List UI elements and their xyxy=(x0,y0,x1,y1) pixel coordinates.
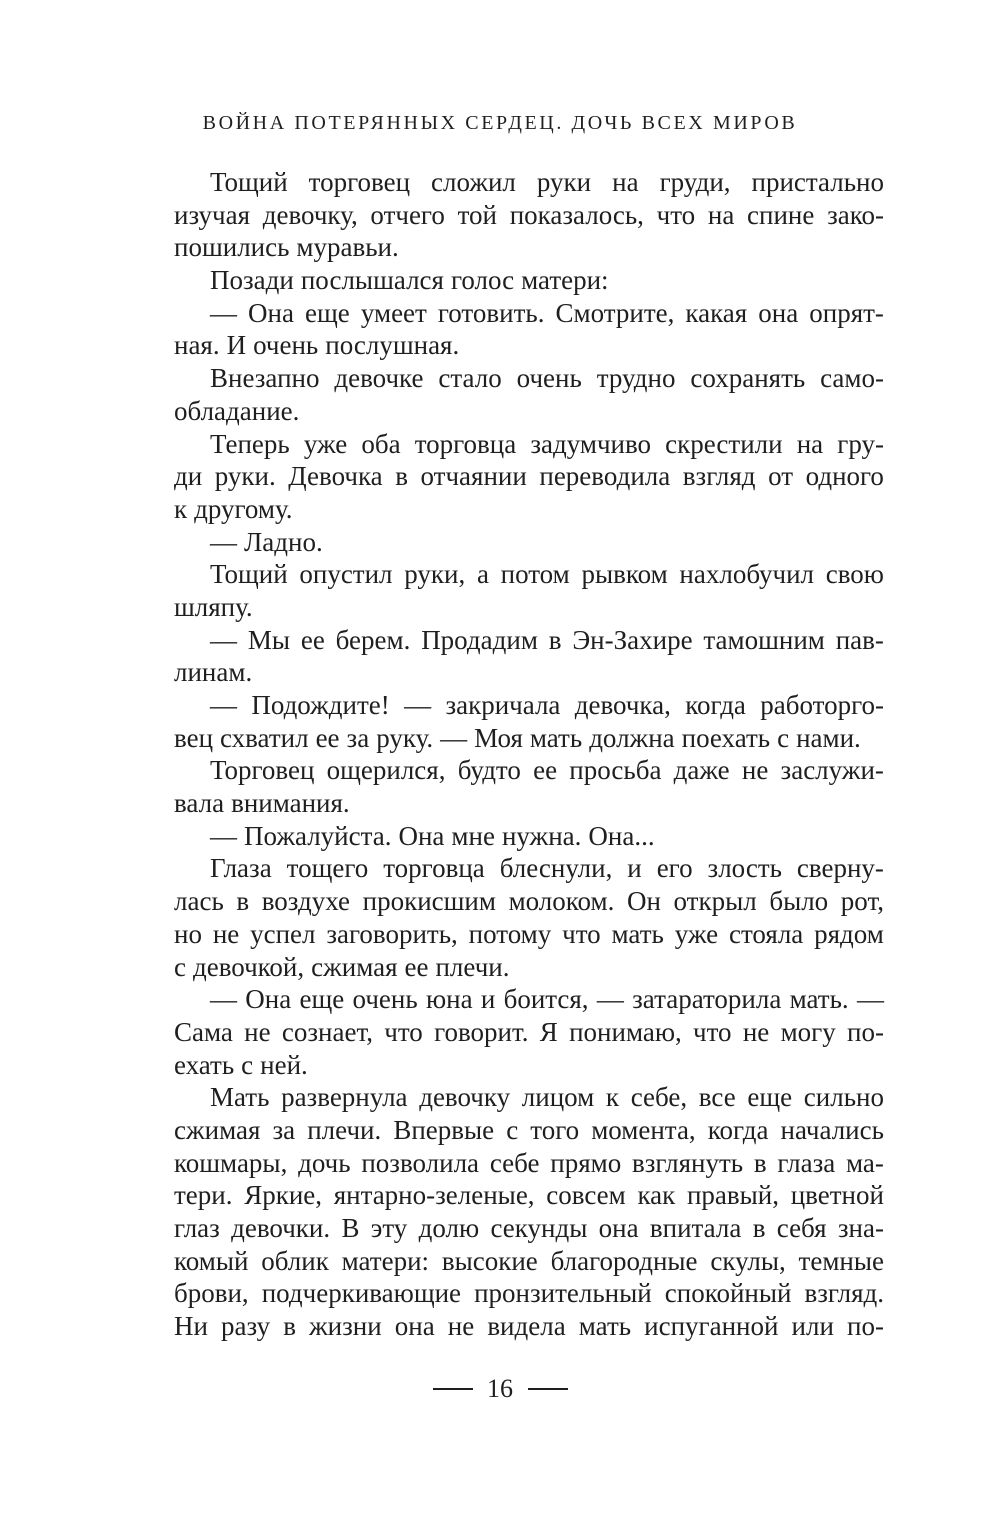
text-line: шляпу. xyxy=(174,591,253,622)
text-line: Позади послышался голос матери: xyxy=(210,265,609,296)
text-line: изучая девочку, отчего той показалось, что на спине зако- xyxy=(174,199,884,230)
text-line: Тощий опустил руки, а потом рывком нахлобучил свою xyxy=(210,559,884,590)
running-head: ВОЙНА ПОТЕРЯННЫХ СЕРДЕЦ. ДОЧЬ ВСЕХ МИРОВ xyxy=(202,112,798,134)
text-line: Теперь уже оба торговца задумчиво скрестили на гру- xyxy=(210,428,884,459)
text-line: — Мы ее берем. Продадим в Эн-Захире тамошним пав- xyxy=(210,624,884,655)
text-line: Мать развернула девочку лицом к себе, все еще сильно xyxy=(210,1082,884,1113)
body-text xyxy=(174,166,884,1343)
text-line: вала внимания. xyxy=(174,788,350,819)
text-line: — Ладно. xyxy=(210,526,323,557)
text-line: ехать с ней. xyxy=(174,1049,308,1080)
text-line: лась в воздухе прокисшим молоком. Он открыл было рот, xyxy=(174,886,884,917)
text-line: кошмары, дочь позволила себе прямо взглянуть в глаза ма- xyxy=(174,1147,884,1178)
text-line: тери. Яркие, янтарно-зеленые, совсем как правый, цветной xyxy=(174,1180,884,1211)
text-line: глаз девочки. В эту долю секунды она впитала в себя зна- xyxy=(174,1213,884,1243)
text-line: Глаза тощего торговца блеснули, и его злость сверну- xyxy=(210,853,884,884)
text-line: — Она еще умеет готовить. Смотрите, какая она опрят- xyxy=(210,297,884,328)
text-line: линам. xyxy=(174,657,253,688)
text-line: — Подождите! — закричала девочка, когда работорго- xyxy=(210,690,884,720)
text-line: — Она еще очень юна и боится, — затараторила мать. — xyxy=(210,984,884,1015)
folio-dash-left xyxy=(433,1388,473,1390)
text-line: брови, подчеркивающие пронзительный спокойный взгляд. xyxy=(174,1278,884,1309)
text-line: вец схватил ее за руку. — Моя мать должна поехать с нами. xyxy=(174,722,861,753)
text-line: комый облик матери: высокие благородные скулы, темные xyxy=(174,1245,884,1276)
text-line: Торговец ощерился, будто ее просьба даже не заслужи- xyxy=(210,755,884,786)
text-line: Ни разу в жизни она не видела мать испуганной или по- xyxy=(174,1311,884,1342)
text-line: — Пожалуйста. Она мне нужна. Она... xyxy=(210,820,655,851)
page-folio xyxy=(0,1372,1000,1406)
text-line: с девочкой, сжимая ее плечи. xyxy=(174,951,510,982)
text-line: но не успел заговорить, потому что мать уже стояла рядом xyxy=(174,918,884,949)
text-line: ди руки. Девочка в отчаянии переводила взгляд от одного xyxy=(174,461,884,492)
text-line: ная. И очень послушная. xyxy=(174,330,460,361)
page-number: 16 xyxy=(487,1374,513,1403)
text-line: Сама не сознает, что говорит. Я понимаю, что не могу по- xyxy=(174,1016,884,1047)
text-line: Тощий торговец сложил руки на груди, пристально xyxy=(210,167,884,197)
folio-dash-right xyxy=(528,1388,568,1390)
text-line: сжимая за плечи. Впервые с того момента, когда начались xyxy=(174,1114,884,1145)
text-line: к другому. xyxy=(174,493,293,524)
text-line: обладание. xyxy=(174,395,300,426)
text-line: пошились муравьи. xyxy=(174,232,399,263)
text-line: Внезапно девочке стало очень трудно сохранять само- xyxy=(210,363,884,394)
